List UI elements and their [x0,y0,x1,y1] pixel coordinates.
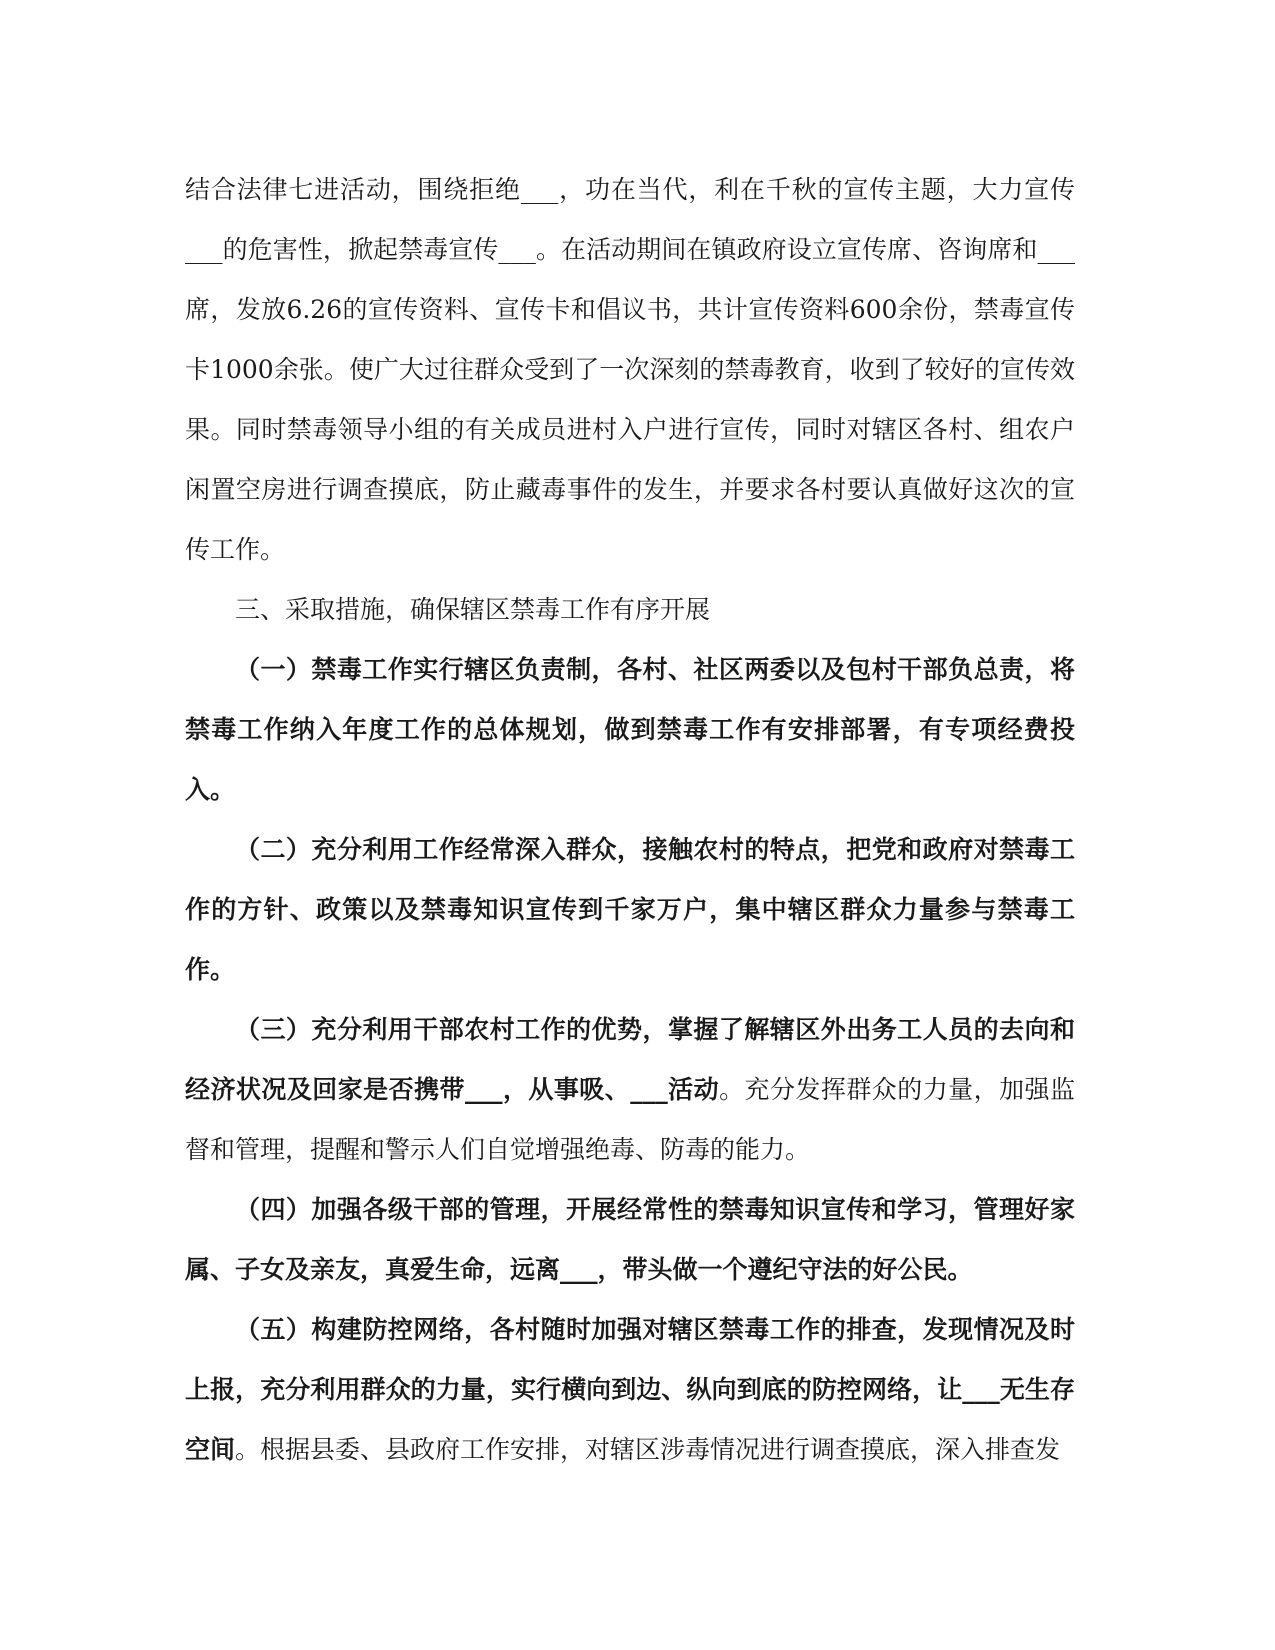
document-body [185,160,1075,1480]
section-heading-measures: 三、采取措施，确保辖区禁毒工作有序开展 [235,595,711,624]
measure-item-1: （一）禁毒工作实行辖区负责制，各村、社区两委以及包村干部负总责，将禁毒工作纳入年度工作的总体规划，做到禁毒工作有安排部署，有专项经费投入。 [185,655,1075,804]
measure-item-3-bold: （三）充分利用干部农村工作的优势，掌握了解辖区外出务工人员的去向和经济状况及回家是否携带___，从事吸、___活动 [185,1015,1075,1104]
measure-item-3-rest: 。充分发挥群众的力量，加强监督和管理，提醒和警示人们自觉增强绝毒、防毒的能力。 [185,1075,1075,1164]
measure-item-5-bold: （五）构建防控网络，各村随时加强对辖区禁毒工作的排查，发现情况及时上报，充分利用群众的力量，实行横向到边、纵向到底的防控网络，让___无生存空间 [185,1315,1075,1464]
measure-item-3 [185,1000,1075,1180]
measure-item-5-rest: 。根据县委、县政府工作安排，对辖区涉毒情况进行调查摸底，深入排查发 [235,1435,1061,1464]
measure-item-2: （二）充分利用工作经常深入群众，接触农村的特点，把党和政府对禁毒工作的方针、政策以及禁毒知识宣传到千家万户，集中辖区群众力量参与禁毒工作。 [185,835,1075,984]
paragraph-publicity: 结合法律七进活动，围绕拒绝___，功在当代，利在千秋的宣传主题，大力宣传___的危害性，掀起禁毒宣传___。在活动期间在镇政府设立宣传席、咨询席和___席，发放6.26的宣传资料、宣传卡和倡议书，共计宣传资料600余份，禁毒宣传卡1000余张。使广大过往群众受到了一次深刻的禁毒教育，收到了较好的宣传效果。同时禁毒领导小组的有关成员进村入户进行宣传，同时对辖区各村、组农户闲置空房进行调查摸底，防止藏毒事件的发生，并要求各村要认真做好这次的宣传工作。 [185,175,1075,564]
measure-item-4: （四）加强各级干部的管理，开展经常性的禁毒知识宣传和学习，管理好家属、子女及亲友，真爱生命，远离___，带头做一个遵纪守法的好公民。 [185,1195,1075,1284]
measure-item-5 [185,1300,1075,1480]
